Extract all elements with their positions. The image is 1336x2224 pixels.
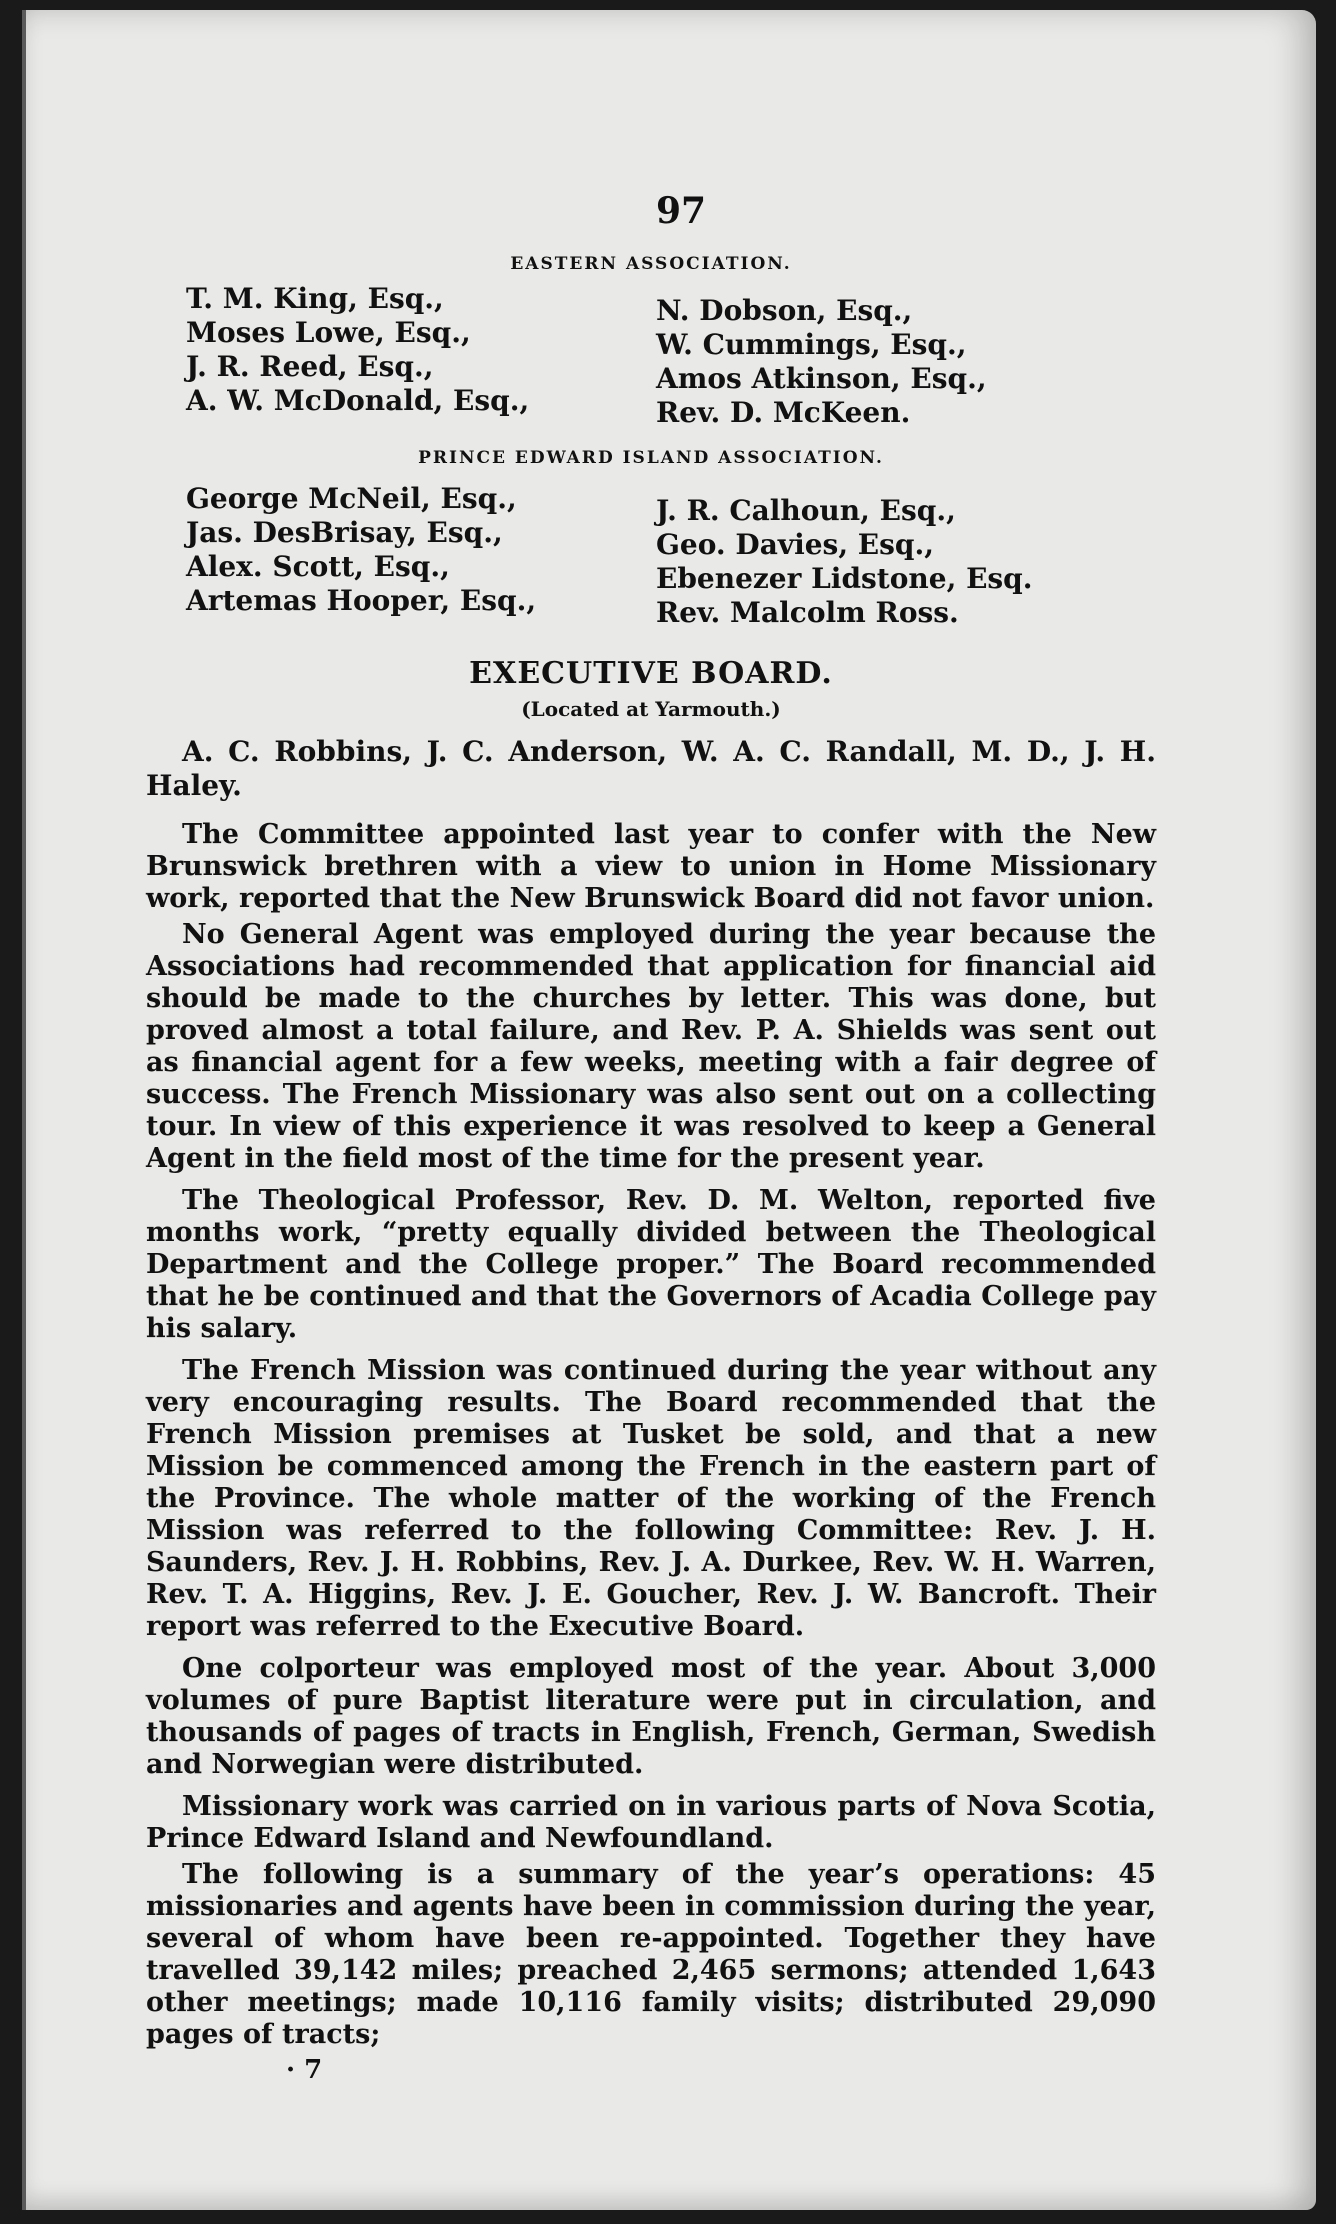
pei-association-heading: PRINCE EDWARD ISLAND ASSOCIATION. — [418, 448, 884, 468]
name-entry: Artemas Hooper, Esq., — [186, 584, 537, 617]
name-entry: T. M. King, Esq., — [186, 282, 444, 315]
eastern-association-heading: EASTERN ASSOCIATION. — [510, 254, 792, 274]
paragraph-missionary-work: Missionary work was carried on in various parts of Nova Scotia, Prince Edward Island and Newfoundland. — [146, 1791, 1156, 1854]
book-page — [22, 10, 1316, 2210]
name-entry: Geo. Davies, Esq., — [656, 528, 934, 561]
paragraph-theological-professor: The Theological Professor, Rev. D. M. Welton, reported five months work, “pretty equally divided between the Theological Department and the College proper.” The Board recommended that he be continued and that the Governors of Acadia College pay his salary. — [146, 1185, 1156, 1344]
name-entry: Alex. Scott, Esq., — [186, 550, 450, 583]
names-right-column — [626, 482, 1096, 630]
paragraph-french-mission: The French Mission was continued during the year without any very encouraging results. The Board recommended that the French Mission premises at Tusket be sold, and that a new Mission be commenced among the French in the eastern part of the Province. The whole matter of the working of the French Mission was referred to the following Committee: Rev. J. H. Saunders, Rev. J. H. Robbins, Rev. J. A. Durkee, Rev. W. H. Warren, Rev. T. A. Higgins, Rev. J. E. Goucher, Rev. J. W. Bancroft. Their report was referred to the Executive Board. — [146, 1355, 1156, 1642]
signature-mark: · 7 — [286, 2055, 323, 2085]
name-entry: George McNeil, Esq., — [186, 482, 517, 515]
name-entry: A. W. McDonald, Esq., — [186, 384, 530, 417]
pei-association-names — [186, 482, 1156, 630]
name-entry: W. Cummings, Esq., — [656, 328, 967, 361]
name-entry: Rev. Malcolm Ross. — [656, 596, 959, 629]
name-entry: Amos Atkinson, Esq., — [656, 362, 987, 395]
name-entry: Moses Lowe, Esq., — [186, 316, 471, 349]
name-entry: N. Dobson, Esq., — [656, 294, 913, 327]
executive-board-heading: EXECUTIVE BOARD. — [469, 656, 833, 691]
page-number: 97 — [655, 190, 707, 232]
executive-board-location: (Located at Yarmouth.) — [521, 697, 781, 721]
name-entry: Ebenezer Lidstone, Esq. — [656, 562, 1033, 595]
paragraph-summary: The following is a summary of the year’s operations: 45 missionaries and agents have been in commission during the year, several of whom have been re-appointed. Together they have travelled 39,142 miles; preached 2,465 sermons; attended 1,643 other meetings; made 10,116 family visits; distributed 29,090 pages of tracts; — [146, 1859, 1156, 2050]
paragraph-general-agent: No General Agent was employed during the year because the Associations had recommended that application for financial aid should be made to the churches by letter. This was done, but proved almost a total failure, and Rev. P. A. Shields was sent out as financial agent for a few weeks, meeting with a fair degree of success. The French Missionary was also sent out on a collecting tour. In view of this experience it was resolved to keep a General Agent in the field most of the time for the present year. — [146, 919, 1156, 1174]
name-entry: J. R. Calhoun, Esq., — [656, 494, 956, 527]
names-left-column — [186, 482, 626, 630]
paragraph-union-committee: The Committee appointed last year to confer with the New Brunswick brethren with a view to union in Home Missionary work, reported that the New Brunswick Board did not favor union. — [146, 819, 1156, 914]
executive-board-members: A. C. Robbins, J. C. Anderson, W. A. C. Randall, M. D., J. H. Haley. — [146, 735, 1156, 802]
names-left-column — [186, 282, 626, 430]
eastern-association-names — [186, 282, 1156, 430]
paragraph-colporteur: One colporteur was employed most of the year. About 3,000 volumes of pure Baptist literature were put in circulation, and thousands of pages of tracts in English, French, German, Swedish and Norwegian were distributed. — [146, 1653, 1156, 1780]
names-right-column — [626, 282, 1096, 430]
name-entry: Jas. DesBrisay, Esq., — [186, 516, 503, 549]
page-content — [146, 190, 1156, 2085]
name-entry: Rev. D. McKeen. — [656, 396, 911, 429]
name-entry: J. R. Reed, Esq., — [186, 350, 434, 383]
